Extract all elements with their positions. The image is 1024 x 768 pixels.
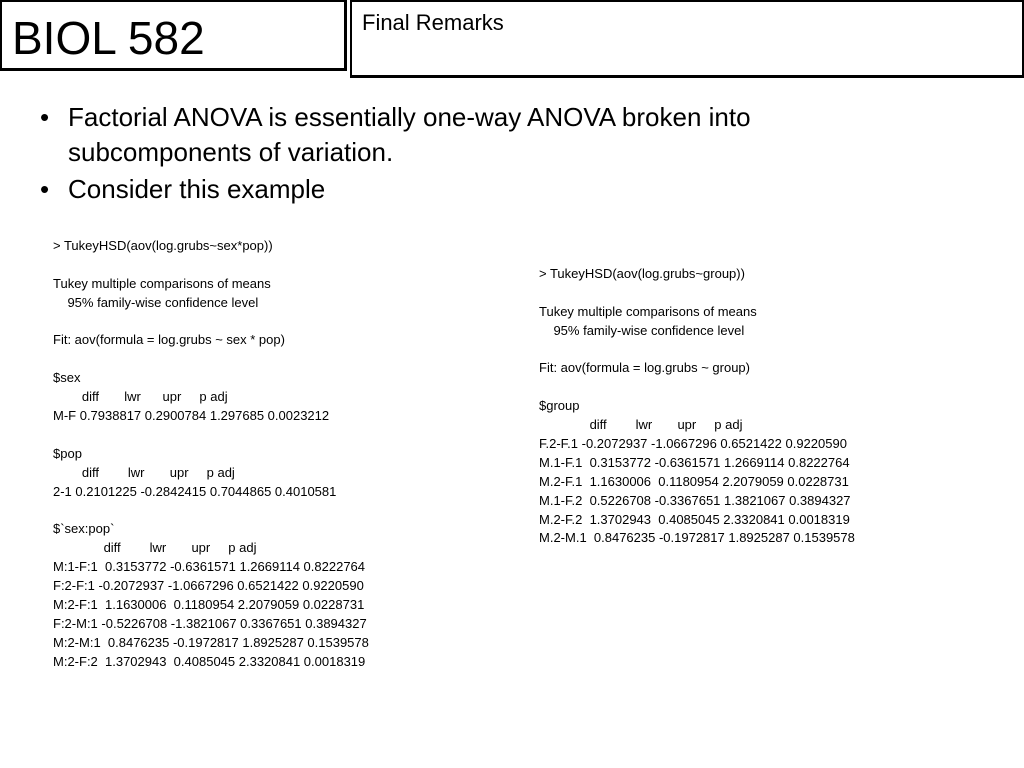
- slide-title-box: [350, 0, 1024, 78]
- code-line: [53, 256, 369, 275]
- code-line: F:2-F:1 -0.2072937 -1.0667296 0.6521422 0.9220590: [53, 578, 364, 594]
- bullet-dot: •: [40, 174, 50, 204]
- code-line: M:2-F:1 1.1630006 0.1180954 2.2079059 0.0228731: [53, 596, 365, 612]
- r-output-factorial: [53, 237, 369, 671]
- code-line: 2-1 0.2101225 -0.2842415 0.7044865 0.4010581: [53, 483, 337, 499]
- code-line: [539, 284, 855, 303]
- code-line: $sex: [53, 370, 81, 386]
- code-line: 95% family-wise confidence level: [539, 322, 745, 338]
- course-title-box: [0, 0, 347, 71]
- code-line: [53, 426, 369, 445]
- code-line: M.1-F.1 0.3153772 -0.6361571 1.2669114 0.8222764: [539, 454, 850, 470]
- course-title: BIOL 582: [12, 12, 205, 64]
- bullet-dot: •: [40, 102, 50, 132]
- code-line: [539, 378, 855, 397]
- code-line: [53, 313, 369, 332]
- code-line: 95% family-wise confidence level: [53, 294, 259, 310]
- bullet-list: [40, 100, 840, 209]
- code-line: > TukeyHSD(aov(log.grubs~sex*pop)): [53, 238, 273, 253]
- code-line: F:2-M:1 -0.5226708 -1.3821067 0.3367651 0.3894327: [53, 615, 367, 631]
- code-line: diff lwr upr p adj: [53, 389, 228, 405]
- code-line: M-F 0.7938817 0.2900784 1.297685 0.0023212: [53, 408, 330, 424]
- code-line: [53, 350, 369, 369]
- code-line: M.2-F.2 1.3702943 0.4085045 2.3320841 0.0018319: [539, 511, 850, 527]
- bullet-item: [40, 172, 840, 207]
- bullet-text: Consider this example: [68, 174, 326, 204]
- code-line: diff lwr upr p adj: [53, 464, 235, 480]
- code-line: F.2-F.1 -0.2072937 -1.0667296 0.6521422 0.9220590: [539, 436, 847, 452]
- code-line: diff lwr upr p adj: [53, 540, 257, 556]
- r-output-oneway: [539, 265, 855, 548]
- code-line: [539, 341, 855, 360]
- code-line: M.2-M.1 0.8476235 -0.1972817 1.8925287 0.1539578: [539, 530, 855, 546]
- code-line: M:2-M:1 0.8476235 -0.1972817 1.8925287 0.1539578: [53, 634, 369, 650]
- code-line: M:2-F:2 1.3702943 0.4085045 2.3320841 0.0018319: [53, 653, 366, 669]
- code-line: diff lwr upr p adj: [539, 417, 743, 433]
- code-line: Tukey multiple comparisons of means: [53, 275, 271, 291]
- code-line: > TukeyHSD(aov(log.grubs~group)): [539, 266, 745, 281]
- code-line: $`sex:pop`: [53, 521, 115, 537]
- code-line: Fit: aov(formula = log.grubs ~ sex * pop): [53, 332, 285, 348]
- bullet-item: [40, 100, 840, 170]
- code-line: M:1-F:1 0.3153772 -0.6361571 1.2669114 0.8222764: [53, 559, 366, 575]
- code-line: $pop: [53, 445, 82, 461]
- slide-title: Final Remarks: [362, 10, 504, 35]
- code-line: [53, 501, 369, 520]
- code-line: $group: [539, 398, 580, 414]
- code-line: Tukey multiple comparisons of means: [539, 303, 757, 319]
- code-line: Fit: aov(formula = log.grubs ~ group): [539, 360, 750, 376]
- code-line: M.2-F.1 1.1630006 0.1180954 2.2079059 0.0228731: [539, 473, 849, 489]
- code-line: M.1-F.2 0.5226708 -0.3367651 1.3821067 0.3894327: [539, 492, 851, 508]
- bullet-text: Factorial ANOVA is essentially one-way ANOVA broken into subcomponents of variation.: [68, 102, 751, 167]
